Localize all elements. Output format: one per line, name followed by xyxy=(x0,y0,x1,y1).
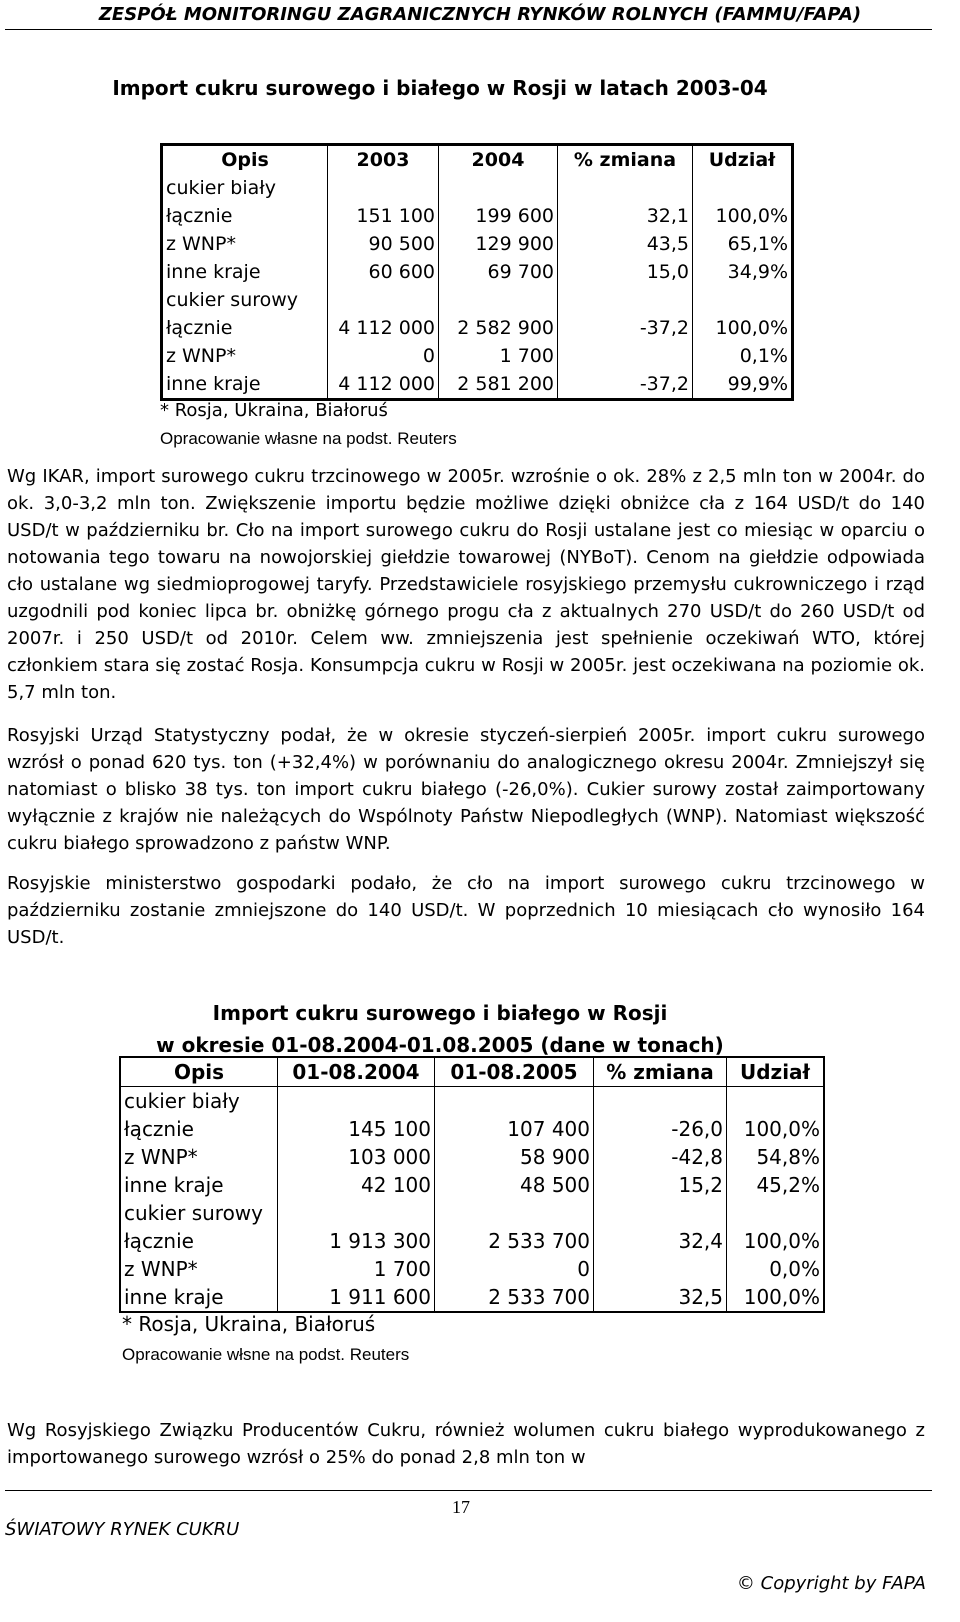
row-label: łącznie xyxy=(166,205,233,227)
footer-divider xyxy=(5,1490,932,1491)
row-label: z WNP* xyxy=(166,233,236,255)
cell: -42,8 xyxy=(594,1143,727,1171)
cell: 65,1% xyxy=(693,230,793,258)
table-row xyxy=(120,1171,824,1199)
column-header: % zmiana xyxy=(594,1057,727,1087)
table-import-2004-05 xyxy=(119,1056,825,1313)
cell: 15,2 xyxy=(594,1171,727,1199)
table1-footnote: * Rosja, Ukraina, Białoruś xyxy=(160,400,388,421)
table-row xyxy=(162,174,793,202)
cell: 2 533 700 xyxy=(435,1283,594,1312)
cell xyxy=(278,1087,435,1116)
cell xyxy=(328,174,439,202)
table-row xyxy=(120,1087,824,1116)
paragraph-producers: Wg Rosyjskiego Związku Producentów Cukru, również wolumen cukru białego wyprodukowanego z importowanego surowego wzrósł o 25% do ponad 2,8 mln ton w xyxy=(7,1420,925,1468)
row-label: z WNP* xyxy=(166,345,236,367)
table1-source: Opracowanie własne na podst. Reuters xyxy=(160,429,457,448)
cell: 100,0% xyxy=(693,202,793,230)
cell: 1 913 300 xyxy=(278,1227,435,1255)
cell: 69 700 xyxy=(439,258,558,286)
table-row xyxy=(162,258,793,286)
cell xyxy=(727,1199,825,1227)
cell: 60 600 xyxy=(328,258,439,286)
cell: -26,0 xyxy=(594,1115,727,1143)
cell xyxy=(558,286,693,314)
table-row xyxy=(162,202,793,230)
cell: 4 112 000 xyxy=(328,314,439,342)
row-label: inne kraje xyxy=(124,1285,224,1309)
table2-source: Opracowanie włsne na podst. Reuters xyxy=(122,1345,410,1364)
cell: 145 100 xyxy=(278,1115,435,1143)
table-row xyxy=(162,286,793,314)
table-import-2003-04 xyxy=(160,143,794,401)
table-header-row xyxy=(120,1057,824,1087)
cell xyxy=(278,1199,435,1227)
table-row xyxy=(162,314,793,342)
cell xyxy=(594,1255,727,1283)
cell: -37,2 xyxy=(558,370,693,400)
cell: 1 911 600 xyxy=(278,1283,435,1312)
table-row xyxy=(120,1227,824,1255)
cell: 58 900 xyxy=(435,1143,594,1171)
column-header: Opis xyxy=(221,149,269,171)
cell: 0 xyxy=(435,1255,594,1283)
cell xyxy=(439,286,558,314)
cell: 100,0% xyxy=(727,1115,825,1143)
paragraph-ikar: Wg IKAR, import surowego cukru trzcinowego w 2005r. wzrośnie o ok. 28% z 2,5 mln ton w 2004r. do ok. 3,0-3,2 mln ton. Zwiększenie importu będzie możliwe dzięki obniżce cła z 164 USD/t do 140 USD/t w październiku br. Cło na import surowego cukru do Rosji ustalane jest co miesiąc w oparciu o notowania tego towaru na nowojorskiej giełdzie towarowej (NYBoT). Cenom na giełdzie odpowiada cło ustalane wg siedmioprogowej taryfy. Przedstawiciele rosyjskiego przemysłu cukrowniczego i rząd uzgodnili pod koniec lipca br. obniżkę górnego progu cła z aktualnych 270 USD/t do 260 USD/t od 2007r. i 250 USD/t od 2010r. Celem ww. zmniejszenia jest spełnienie oczekiwań WTO, której członkiem stara się zostać Rosja. Konsumpcja cukru w Rosji w 2005r. jest oczekiwana na poziomie ok. 5,7 mln ton. xyxy=(7,466,925,703)
cell: 32,4 xyxy=(594,1227,727,1255)
table-row xyxy=(162,230,793,258)
paragraph-ministry: Rosyjskie ministerstwo gospodarki podało, że cło na import surowego cukru trzcinowego w październiku zostanie zmniejszone do 140 USD/t. W poprzednich 10 miesiącach cło wynosiło 164 USD/t. xyxy=(7,873,925,948)
table2-title: Import cukru surowego i białego w Rosji xyxy=(212,1001,668,1025)
table-row xyxy=(120,1255,824,1283)
table-row xyxy=(120,1283,824,1312)
cell xyxy=(693,286,793,314)
row-label: z WNP* xyxy=(124,1145,198,1169)
row-label: łącznie xyxy=(166,317,233,339)
cell xyxy=(435,1199,594,1227)
row-label: łącznie xyxy=(124,1117,194,1141)
cell: 0,1% xyxy=(693,342,793,370)
table-row xyxy=(120,1115,824,1143)
page-number: 17 xyxy=(452,1497,470,1517)
cell xyxy=(328,286,439,314)
row-label: inne kraje xyxy=(166,373,261,395)
column-header: Opis xyxy=(120,1057,278,1087)
column-header: 2003 xyxy=(328,145,439,175)
cell: 151 100 xyxy=(328,202,439,230)
cell: 99,9% xyxy=(693,370,793,400)
cell: 43,5 xyxy=(558,230,693,258)
table1-title: Import cukru surowego i białego w Rosji w latach 2003-04 xyxy=(112,76,768,100)
cell: 0 xyxy=(328,342,439,370)
table-header-row xyxy=(162,145,793,175)
cell: 48 500 xyxy=(435,1171,594,1199)
cell xyxy=(594,1087,727,1116)
cell: 100,0% xyxy=(727,1227,825,1255)
cell xyxy=(558,342,693,370)
cell: 0,0% xyxy=(727,1255,825,1283)
cell: 1 700 xyxy=(439,342,558,370)
cell: 2 582 900 xyxy=(439,314,558,342)
table-row xyxy=(162,342,793,370)
header-title: ZESPÓŁ MONITORINGU ZAGRANICZNYCH RYNKÓW ROLNYCH (FAMMU/FAPA) xyxy=(98,4,862,25)
cell: 15,0 xyxy=(558,258,693,286)
cell: 2 533 700 xyxy=(435,1227,594,1255)
cell xyxy=(594,1199,727,1227)
row-label: cukier biały xyxy=(124,1089,240,1113)
cell: 1 700 xyxy=(278,1255,435,1283)
column-header: 01-08.2004 xyxy=(278,1057,435,1087)
cell: 103 000 xyxy=(278,1143,435,1171)
cell: 42 100 xyxy=(278,1171,435,1199)
footer-copyright: © Copyright by FAPA xyxy=(736,1573,926,1594)
cell: 100,0% xyxy=(693,314,793,342)
footer-publication-title: ŚWIATOWY RYNEK CUKRU xyxy=(5,1519,240,1540)
table-row xyxy=(120,1199,824,1227)
table2-subtitle: w okresie 01-08.2004-01.08.2005 (dane w tonach) xyxy=(156,1033,724,1057)
row-label: cukier surowy xyxy=(166,289,299,311)
table-row xyxy=(162,370,793,400)
cell: 32,1 xyxy=(558,202,693,230)
paragraph-statistics: Rosyjski Urząd Statystyczny podał, że w okresie styczeń-sierpień 2005r. import cukru surowego wzrósł o ponad 620 tys. ton (+32,4%) w porównaniu do analogicznego okresu 2004r. Zmniejszył się natomiast o blisko 38 tys. ton import cukru białego (-26,0%). Cukier surowy został zaimportowany wyłącznie z krajów nie należących do Wspólnoty Państw Niepodległych (WNP). Natomiast większość cukru białego sprowadzono z państw WNP. xyxy=(7,725,925,854)
table2-footnote: * Rosja, Ukraina, Białoruś xyxy=(122,1312,376,1336)
cell xyxy=(439,174,558,202)
column-header: % zmiana xyxy=(558,145,693,175)
page-header xyxy=(0,2,960,32)
column-header: Udział xyxy=(693,145,793,175)
cell: 100,0% xyxy=(727,1283,825,1312)
row-label: z WNP* xyxy=(124,1257,198,1281)
row-label: cukier biały xyxy=(166,177,276,199)
row-label: łącznie xyxy=(124,1229,194,1253)
header-divider xyxy=(5,29,932,30)
cell: 32,5 xyxy=(594,1283,727,1312)
column-header: 2004 xyxy=(439,145,558,175)
column-header: 01-08.2005 xyxy=(435,1057,594,1087)
cell: 45,2% xyxy=(727,1171,825,1199)
cell: 129 900 xyxy=(439,230,558,258)
cell xyxy=(727,1087,825,1116)
cell: -37,2 xyxy=(558,314,693,342)
row-label: inne kraje xyxy=(124,1173,224,1197)
cell: 4 112 000 xyxy=(328,370,439,400)
cell: 199 600 xyxy=(439,202,558,230)
column-header: Udział xyxy=(727,1057,825,1087)
cell: 2 581 200 xyxy=(439,370,558,400)
table-row xyxy=(120,1143,824,1171)
row-label: cukier surowy xyxy=(124,1201,264,1225)
cell: 90 500 xyxy=(328,230,439,258)
cell xyxy=(693,174,793,202)
cell: 34,9% xyxy=(693,258,793,286)
cell: 54,8% xyxy=(727,1143,825,1171)
cell xyxy=(558,174,693,202)
cell: 107 400 xyxy=(435,1115,594,1143)
row-label: inne kraje xyxy=(166,261,261,283)
cell xyxy=(435,1087,594,1116)
